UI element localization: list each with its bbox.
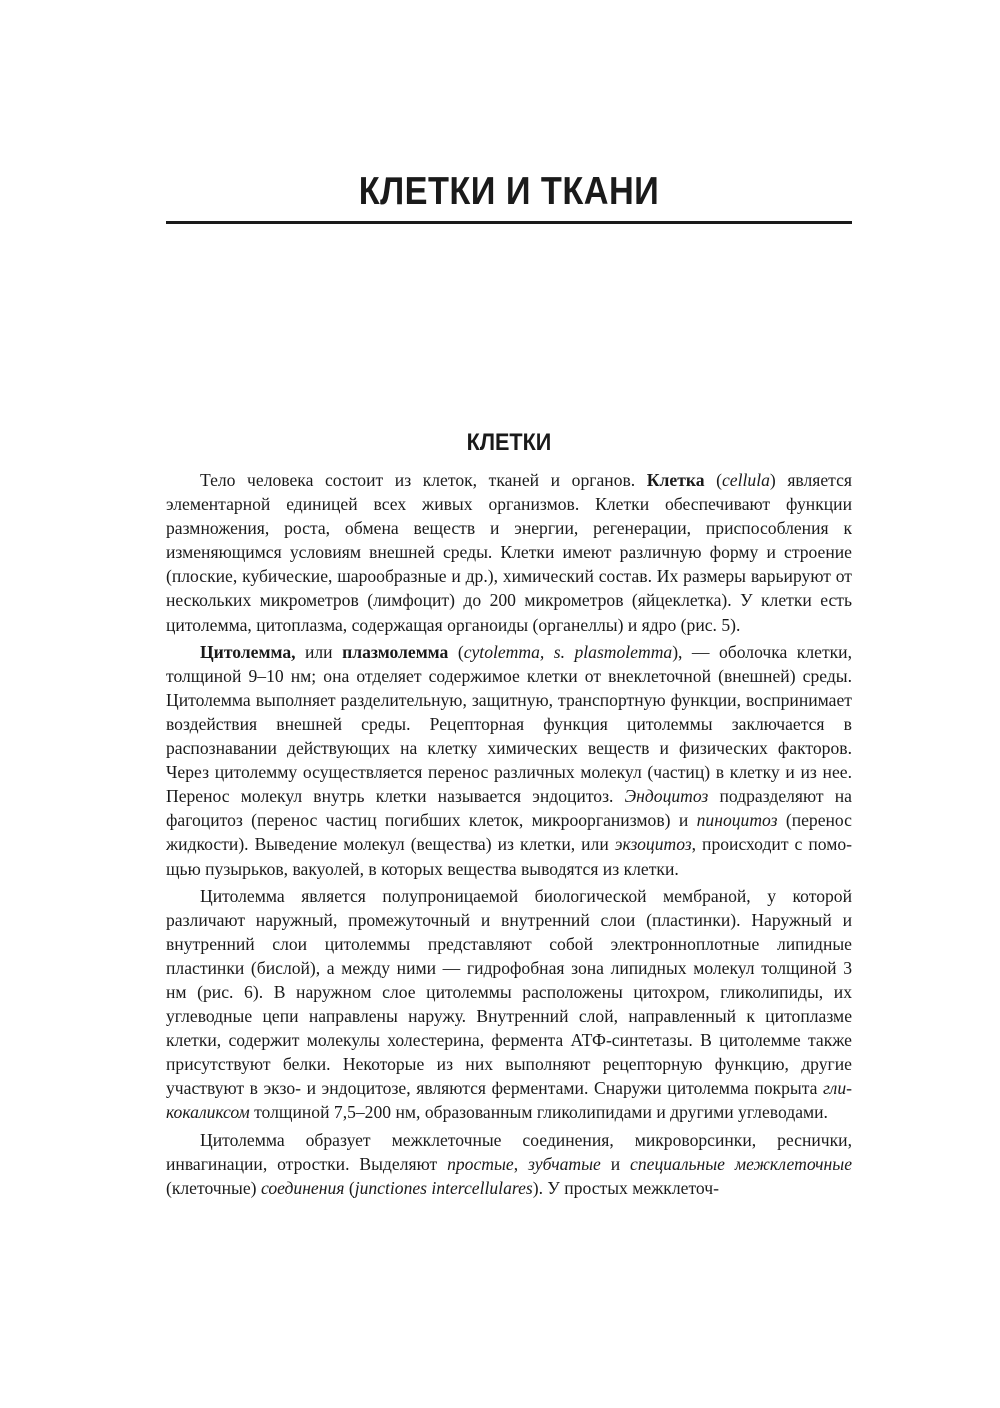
italic-term: пиноцитоз (696, 810, 778, 831)
italic-term: экзоцитоз (614, 834, 692, 855)
italic-term: специальные межклеточные (630, 1153, 853, 1174)
italic-term: простые (447, 1153, 514, 1174)
text-run: Тело человека состоит из клеток, тканей и органов. (200, 470, 647, 490)
section-title: КЛЕТКИ (466, 429, 552, 456)
bold-term: Клетка (646, 470, 705, 490)
text-run: или (295, 641, 343, 662)
text-run: , происходит с помощью пузырьков, вакуолей, в которых вещества выводятся из клетки. (166, 834, 852, 879)
italic-term: гликокаликсом (166, 1078, 852, 1123)
italic-term: junctiones intercellulares (354, 1177, 533, 1198)
bold-term: плазмолемма (342, 641, 449, 662)
text-run: (перенос жидкости). Выведение молекул (вещества) из клетки, или (166, 810, 852, 855)
chapter-rule (166, 221, 852, 224)
italic-term: cytolemma, s. plasmolemma (463, 641, 673, 662)
text-run: подразделяют на фагоцитоз (перенос частиц погибших клеток, микроорганизмов) и (166, 786, 852, 831)
text-run: ). У простых межклеточ- (532, 1177, 719, 1198)
paragraph (166, 884, 852, 1125)
text-run: толщиной 7,5–200 нм, образованным гликолипидами и другими углеводами. (249, 1102, 828, 1123)
body-text (166, 468, 852, 1200)
italic-term: соединения (260, 1177, 345, 1198)
text-run: ) является элементарной единицей всех живых организмов. Клетки обеспечивают функции размножения, роста, обмена веществ и энергии, регенерации, приспособления к изменяющимся условиям внешней среды. Клетки имеют различную форму и строение (плоские, кубические, шарообразные и др.), химический состав. Их размеры варьируют от нескольких микрометров (лимфоцит) до 200 микрометров (яйцеклетка). У клетки есть цитолемма, цитоплазма, содержащая органоиды (органеллы) и ядро (рис. 5). (166, 470, 852, 635)
paragraph (166, 1128, 852, 1200)
paragraph (166, 468, 852, 637)
bold-term: Цитолемма, (200, 641, 296, 662)
text-run: ( (344, 1177, 355, 1198)
italic-term: cellula (722, 470, 770, 490)
text-run: ( (448, 641, 464, 662)
chapter-title: КЛЕТКИ И ТКАНИ (358, 170, 660, 213)
text-run: Цитолемма образует межклеточные соединения, микроворсинки, реснички, инвагинации, отростки. Выделяют (166, 1129, 852, 1174)
text-run: и (600, 1153, 631, 1174)
text-run: ), — оболочка клетки, толщиной 9–10 нм; она отделяет содержимое клетки от внеклеточной (внешней) среды. Цитолемма выполняет разделительную, защитную, транспортную функции, воспринимает воздействия внешней среды. Рецепторная функция цитолеммы заключается в распознавании действующих на клетку химических веществ и физических факторов. Через цитолемму осуществляется перенос различных молекул (частиц) в клетку и из нее. Перенос молекул внутрь клетки называется эндоцитоз. (166, 641, 852, 807)
paragraph (166, 640, 852, 881)
text-run: (клеточные) (166, 1177, 261, 1198)
text-run: Цитолемма является полупроницаемой биологической мембраной, у которой различают наружный, промежуточный и внутренний слои (пластинки). Наружный и внутренний слои цитолеммы представляют собой электронноплотные липидные пластинки (бислой), а между ними — гидрофобная зона липидных молекул толщиной 3 нм (рис. 6). В наружном слое цитолеммы расположены цитохром, гликолипиды, их углеводные цепи направлены наружу. Внутренний слой, направленный к цитоплазме клетки, содержит молекулы холестерина, фермента АТФ-синтетазы. В цитолемме также присутствуют белки. Некоторые из них выполняют рецепторную функцию, другие участвуют в экзо- и эндоцитозе, являются ферментами. Снаружи цитолемма покрыта (166, 885, 852, 1099)
italic-term: зубчатые (528, 1153, 601, 1174)
text-run: , (513, 1153, 529, 1174)
italic-term: Эндоцитоз (624, 786, 709, 807)
text-run: ( (704, 470, 722, 490)
